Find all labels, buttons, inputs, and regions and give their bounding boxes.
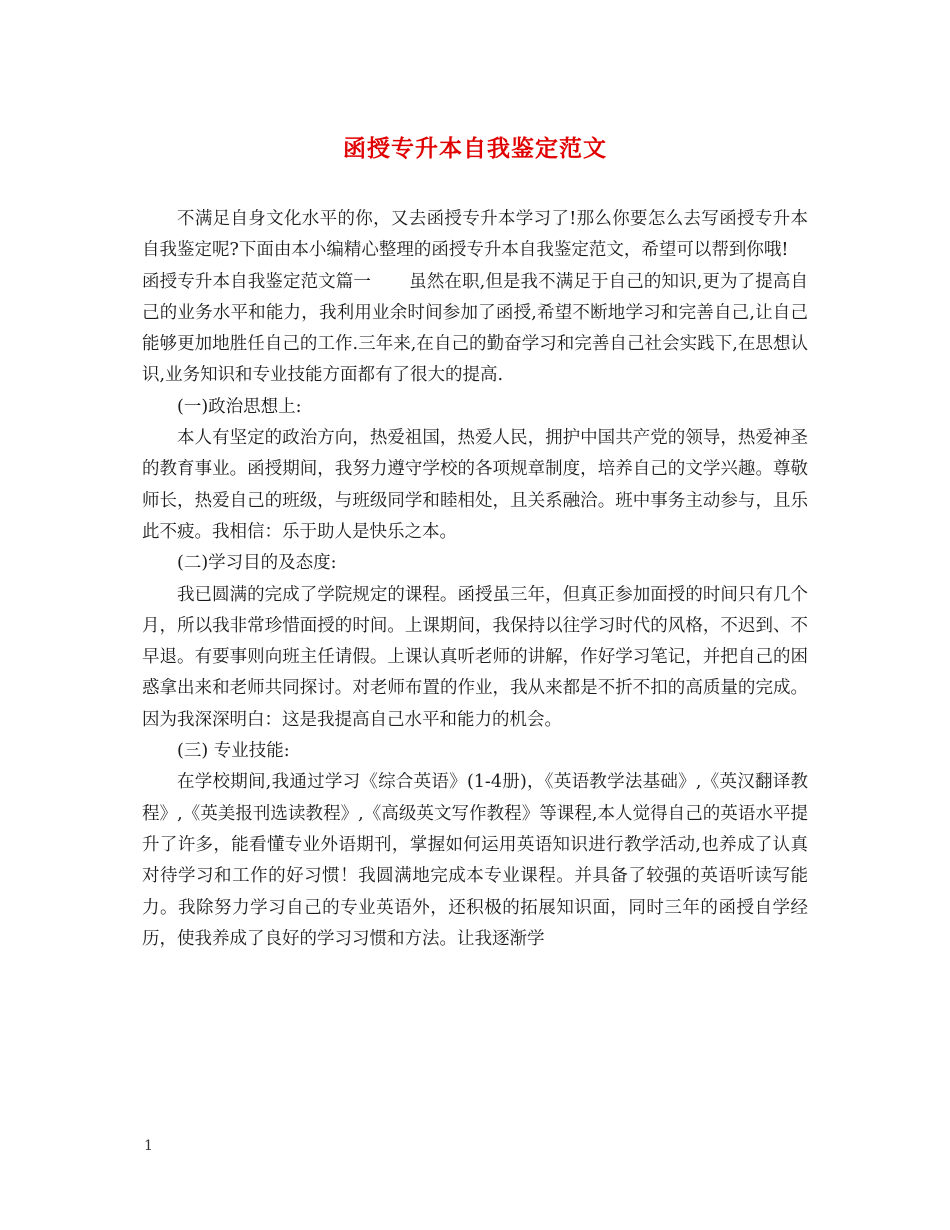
intro-paragraph: 不满足自身文化水平的你，又去函授专升本学习了!那么你要怎么去写函授专升本自我鉴定呢?下面由本小编精心整理的函授专升本自我鉴定范文，希望可以帮到你哦! [142, 209, 808, 261]
document-body [142, 204, 808, 955]
section-text: 虽然在职,但是我不满足于自己的知识,更为了提高自己的业务水平和能力，我利用业余时间参加了函授,希望不断地学习和完善自己,让自己能够更加地胜任自己的工作.三年来,在自己的勤奋学习和完善自己社会实践下,在思想认识,业务知识和专业技能方面都有了很大的提高. [142, 271, 809, 386]
section-label: 函授专升本自我鉴定范文篇一 [142, 271, 372, 292]
heading-professional-skills: (三) 专业技能: [177, 741, 290, 762]
paragraph-political: 本人有坚定的政治方向，热爱祖国，热爱人民，拥护中国共产党的领导，热爱神圣的教育事业。函授期间，我努力遵守学校的各项规章制度，培养自己的文学兴趣。尊敬师长，热爱自己的班级，与班级同学和睦相处，且关系融洽。班中事务主动参与，且乐此不疲。我相信：乐于助人是快乐之本。 [142, 428, 808, 542]
paragraph-study-attitude: 我已圆满的完成了学院规定的课程。函授虽三年，但真正参加面授的时间只有几个月，所以我非常珍惜面授的时间。上课期间，我保持以往学习时代的风格，不迟到、不早退。有要事则向班主任请假。上课认真听老师的讲解，作好学习笔记，并把自己的困惑拿出来和老师共同探讨。对老师布置的作业，我从来都是不折不扣的高质量的完成。因为我深深明白：这是我提高自己水平和能力的机会。 [142, 584, 808, 730]
heading-study-attitude: (二)学习目的及态度: [177, 553, 337, 574]
page-title: 函授专升本自我鉴定范文 [343, 135, 607, 162]
heading-political: (一)政治思想上: [177, 396, 302, 417]
section-paragraph [142, 267, 808, 392]
page-number: 1 [144, 1138, 153, 1154]
paragraph-professional-skills: 在学校期间,我通过学习《综合英语》(1-4册)，《英语教学法基础》,《英汉翻译教程》,《英美报刊选读教程》,《高级英文写作教程》等课程,本人觉得自己的英语水平提升了许多，能看懂专业外语期刊，掌握如何运用英语知识进行教学活动,也养成了认真对待学习和工作的好习惯！我圆满地完成本专业课程。并具备了较强的英语听读写能力。我除努力学习自己的专业英语外，还积极的拓展知识面，同时三年的函授自学经历，使我养成了良好的学习习惯和方法。让我逐渐学 [142, 772, 808, 949]
